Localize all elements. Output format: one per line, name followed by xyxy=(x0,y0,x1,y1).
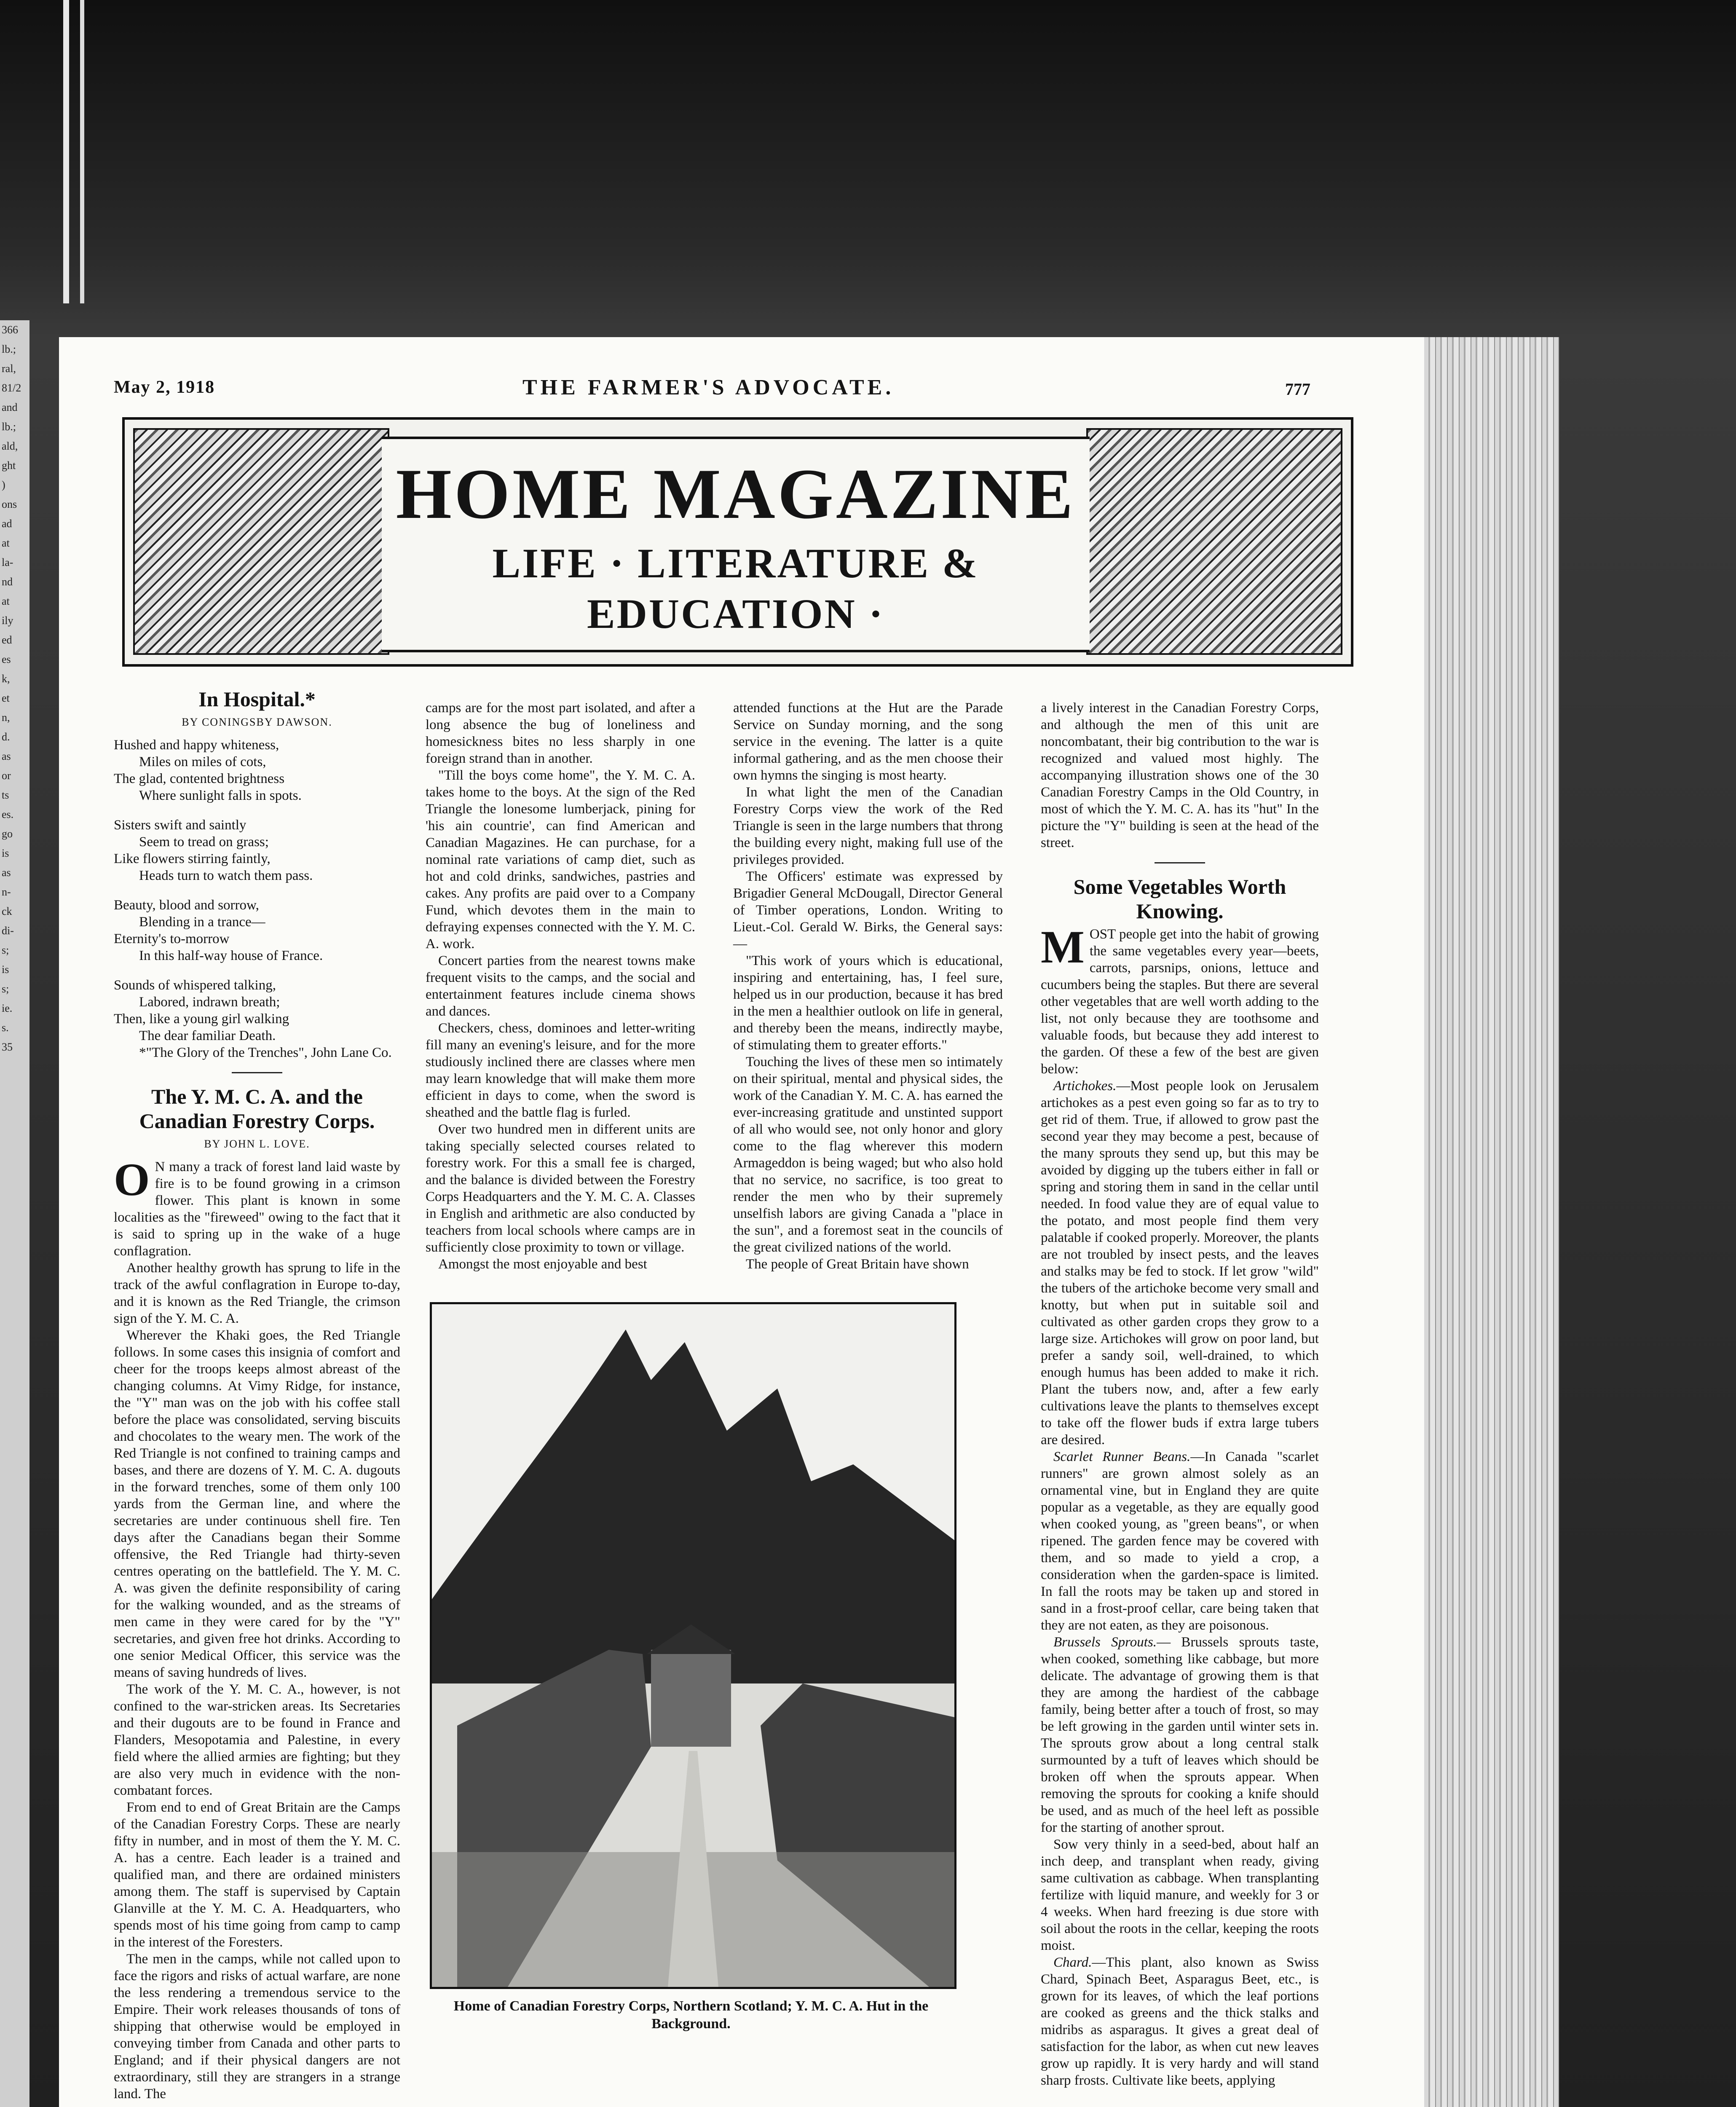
poem-line: In this half-way house of France. xyxy=(139,948,323,963)
poem-line: Sisters swift and saintly xyxy=(114,818,246,833)
banner-title: HOME MAGAZINE xyxy=(396,454,1076,533)
margin-fragment: at xyxy=(2,595,10,607)
article-paragraph: "Till the boys come home", the Y. M. C. A. takes home to the boys. At the sign of the Red Triangle the lonesome lumberjack, pining for 'his ain countrie', can find American and Canadian Magazines. He can purchase, for a nominal rate variations of camp diet, such as hot and cold drinks, sandwiches, pastries and cakes. Any profits are paid over to a Company Fund, which devotes them in the main to defraying expenses connected with the Y. M. C. A. work. xyxy=(426,768,695,952)
margin-fragment: or xyxy=(2,769,11,782)
margin-fragment: and xyxy=(2,401,18,413)
poem-byline: BY CONINGSBY DAWSON. xyxy=(182,716,332,728)
section-divider xyxy=(1155,862,1205,863)
banner-fireplace-illustration xyxy=(1086,428,1342,655)
article-paragraph: Sow very thinly in a seed-bed, about half an inch deep, and transplant when ready, giving same cultivation as cabbage. When transplanting fertilize with liquid manure, and weekly for 3 or 4 weeks. When hard freezing is due store with soil about the roots in the cellar, keeping the roots moist. xyxy=(1041,1837,1319,1953)
banner-subtitle-1: LIFE · LITERATURE & xyxy=(492,540,979,587)
poem-line: Hushed and happy whiteness, xyxy=(114,737,279,753)
banner-scroll xyxy=(382,437,1090,652)
poem-line: Beauty, blood and sorrow, xyxy=(114,898,259,913)
margin-fragment: ald, xyxy=(2,440,18,452)
poem-stanza xyxy=(114,817,400,884)
margin-fragment: es xyxy=(2,653,11,665)
paragraph-text: —Most people look on Jerusalem artichokes as a pest even going so far as to try to get rid of them. True, if allowed to grow past the second year they may become a pest, because of the many sprouts they send up, but this may be avoided by digging up the tubers either in fall or spring and storing them in sand in the cellar until needed. In food value they are of equal value to the potato, and most people find them very palatable if cooked properly. Moreover, the plants are not troubled by insect pests, and the leaves and stalks may be fed to stock. If let grow "wild" the tubers of the artichoke become very small and knotty, but when put in suitable soil and cultivated as other garden crops they grow to a large size. Artichokes will grow on poor land, but prefer a sandy soil, well-drained, to which enough humus has been added to make it rich. Plant the tubers now, and, after a few early cultivations leave the plants to themselves except to take off the flower buds if extra large tubers are desired. xyxy=(1041,1078,1319,1448)
margin-fragment: ) xyxy=(2,479,5,491)
binder-rod-2 xyxy=(80,0,84,303)
article-paragraph xyxy=(1041,1634,1319,1836)
previous-page-edge xyxy=(0,320,29,2107)
section-divider xyxy=(232,1072,282,1073)
margin-fragment: is xyxy=(2,963,9,976)
paragraph-text: OST people get into the habit of growing the same vegetables every year—beets, carrots, parsnips, onions, lettuce and cucumbers being the staples. But there are several other vegetables that are well worth adding to the list, not only because they are toothsome and valuable foods, but because they add interest to the garden. Of these a few of the best are given below: xyxy=(1041,927,1319,1077)
margin-fragment: es. xyxy=(2,808,14,820)
article-paragraph: Wherever the Khaki goes, the Red Triangle follows. In some cases this insignia of comfort and cheer for the troops keeps almost abreast of the changing columns. At Vimy Ridge, for instance, the "Y" man was on the job with his coffee stall before the place was consolidated, serving biscuits and chocolates to the weary men. The work of the Red Triangle is not confined to training camps and bases, and there are dozens of Y. M. C. A. dugouts in the forward trenches, some of them only 100 yards from the German line, and where the secretaries are under continuous shell fire. Ten days after the Canadians began their Somme offensive, the Red Triangle had thirty-seven centres operating on the battlefield. The Y. M. C. A. was given the definite responsibility of caring for the walking wounded, and as the streams of men came in they were cared for by the "Y" secretaries, and given free hot drinks. According to one senior Medical Officer, this service was the means of saving hundreds of lives. xyxy=(114,1328,400,1680)
margin-fragment: ght xyxy=(2,459,16,472)
camp-photo-image xyxy=(432,1304,954,1987)
drop-cap: O xyxy=(114,1154,150,1205)
article-paragraph xyxy=(1041,1954,1319,2089)
subhead-chard: Chard. xyxy=(1053,1955,1092,1970)
margin-fragment: as xyxy=(2,866,11,879)
article-title: Some Vegetables Worth Knowing. xyxy=(1073,875,1286,923)
article-paragraph: The men in the camps, while not called upon to face the rigors and risks of actual warfare, are none the less rendering a tremendous service to the Empire. Their work releases thousands of tons of shipping that otherwise would be employed in conveying timber from Canada and other parts to England; and if their physical dangers are not extraordinary, still they are strangers in a strange land. The xyxy=(114,1952,400,2102)
margin-fragment: d. xyxy=(2,731,10,743)
article-paragraph: attended functions at the Hut are the Parade Service on Sunday morning, and the song service in the evening. The latter is a quite informal gathering, and as the men choose their own hymns the singing is most hearty. xyxy=(733,700,1003,783)
margin-fragment: ed xyxy=(2,634,12,646)
paragraph-text: —This plant, also known as Swiss Chard, Spinach Beet, Asparagus Beet, etc., is grown for its leaves, of which the leaf portions are cooked as greens and the thick stalks and midribs as asparagus. It gives a great deal of satisfaction for the labor, as when cut new leaves grow up rapidly. It is very hardy and will stand sharp frosts. Cultivate like beets, applying xyxy=(1041,1955,1319,2088)
margin-fragment: 35 xyxy=(2,1041,13,1053)
margin-fragment: ral, xyxy=(2,362,16,375)
home-magazine-banner xyxy=(122,417,1353,667)
margin-fragment: nd xyxy=(2,576,13,588)
page-number: 777 xyxy=(1285,380,1310,399)
article-paragraph: Over two hundred men in different units are taking specially selected courses related to forestry work. For this a small fee is charged, and the balance is divided between the Forestry Corps Headquarters and the Y. M. C. A. Classes in English and arithmetic are also conducted by teachers from local schools where camps are in sufficiently close proximity to town or village. xyxy=(426,1122,695,1255)
margin-fragment: at xyxy=(2,537,10,549)
forestry-camp-photo xyxy=(430,1302,956,1989)
margin-fragment: lb.; xyxy=(2,343,16,355)
margin-fragment: ie. xyxy=(2,1002,13,1014)
margin-fragment: ts xyxy=(2,789,9,801)
poem-stanza xyxy=(114,737,400,804)
poem-line: Labored, indrawn breath; xyxy=(139,995,280,1010)
poem-line: Then, like a young girl walking xyxy=(114,1011,289,1027)
column-2 xyxy=(426,700,695,1273)
margin-fragment: 81/2 xyxy=(2,382,21,394)
article-paragraph: Checkers, chess, dominoes and letter-writing fill many an evening's leisure, and for the more studiously inclined there are classes where men may learn knowledge that will make them more efficient in days to come, when the sword is sheathed and the battle flag is furled. xyxy=(426,1021,695,1120)
banner-house-illustration xyxy=(133,428,389,655)
article-paragraph xyxy=(1041,1078,1319,1448)
margin-fragment: ck xyxy=(2,905,12,917)
article-title: The Y. M. C. A. and the Canadian Forestry Corps. xyxy=(139,1085,375,1133)
article-paragraph: Concert parties from the nearest towns make frequent visits to the camps, and the social and entertainment features include cinema shows and dances. xyxy=(426,953,695,1019)
magazine-page xyxy=(59,337,1424,2107)
article-byline: BY JOHN L. LOVE. xyxy=(204,1138,310,1150)
article-paragraph: From end to end of Great Britain are the Camps of the Canadian Forestry Corps. These are nearly fifty in number, and in most of them the Y. M. C. A. has a centre. Each leader is a trained and qualified man, and there are ordained ministers among them. The staff is supervised by Captain Glanville at the Y. M. C. A. Headquarters, who spends most of his time going from camp to camp in the interest of the Foresters. xyxy=(114,1800,400,1950)
publication-name: THE FARMER'S ADVOCATE. xyxy=(522,375,895,399)
poem-line: Eternity's to-morrow xyxy=(114,931,230,946)
binder-rod xyxy=(63,0,69,303)
margin-fragment: 366 xyxy=(2,324,18,336)
poem-line: Like flowers stirring faintly, xyxy=(114,851,271,866)
poem-line: Seem to tread on grass; xyxy=(139,834,269,850)
margin-fragment: as xyxy=(2,750,11,762)
article-paragraph: In what light the men of the Canadian Forestry Corps view the work of the Red Triangle is seen in the large numbers that throng the building every night, making full use of the privileges provided. xyxy=(733,785,1003,867)
column-3 xyxy=(733,700,1003,1273)
article-paragraph xyxy=(1041,921,1319,1078)
subhead-brussels-sprouts: Brussels Sprouts. xyxy=(1053,1635,1157,1650)
poem-stanza xyxy=(114,977,400,1044)
drop-cap: M xyxy=(1041,921,1085,973)
margin-fragment: ons xyxy=(2,498,17,510)
poem-line: Miles on miles of cots, xyxy=(139,754,266,769)
poem-title: In Hospital.* xyxy=(198,687,316,711)
column-1 xyxy=(114,687,400,2102)
margin-fragment: n- xyxy=(2,886,11,898)
poem-stanza xyxy=(114,897,400,964)
book-page-edges xyxy=(1424,337,1559,2107)
margin-fragment: ily xyxy=(2,614,13,627)
margin-fragment: s; xyxy=(2,983,9,995)
poem-line: Where sunlight falls in spots. xyxy=(139,788,302,803)
column-4 xyxy=(1041,700,1319,2089)
paragraph-text: —In Canada "scarlet runners" are grown almost solely as an ornamental vine, but in England they are quite popular as a vegetable, as they are equally good when cooked young, as "green beans", or when ripened. The garden fence may be covered with them, and so made to yield a crop, a consideration when the garden-space is limited. In fall the roots may be taken up and stored in sand in a frost-proof cellar, care being taken that they are not eaten, as they are poisonous. xyxy=(1041,1449,1319,1633)
subhead-artichokes: Artichokes. xyxy=(1053,1078,1117,1094)
poem-body xyxy=(114,737,400,1061)
poem-footnote: *"The Glory of the Trenches", John Lane Co. xyxy=(139,1045,392,1060)
banner-subtitle-2: EDUCATION · xyxy=(587,590,885,637)
article-paragraph: camps are for the most part isolated, and after a long absence the bug of loneliness and homesickness bites no less sharply in one foreign strand than in another. xyxy=(426,700,695,766)
article-paragraph: The work of the Y. M. C. A., however, is not confined to the war-stricken areas. Its Secretaries and their dugouts are to be found in France and Flanders, Mesopotamia and Palestine, in every field where the allied armies are fighting; but they are also very much in evidence with the non-combatant forces. xyxy=(114,1682,400,1798)
margin-fragment: go xyxy=(2,828,13,840)
issue-date: May 2, 1918 xyxy=(114,378,215,397)
margin-fragment: la- xyxy=(2,556,13,568)
article-paragraph: Amongst the most enjoyable and best xyxy=(438,1257,647,1272)
margin-fragment: et xyxy=(2,692,10,704)
poem-line: Heads turn to watch them pass. xyxy=(139,868,313,883)
margin-fragment: n, xyxy=(2,711,10,724)
paragraph-text: — Brussels sprouts taste, when cooked, something like cabbage, but more delicate. The advantage of growing them is that they are among the hardiest of the cabbage family, being better after a touch of frost, so may be left growing in the garden until winter sets in. The sprouts grow about a long central stalk surmounted by a tuft of leaves which should be broken off when the sprouts appear. When removing the sprouts for cooking a knife should be used, and as much of the heel left as possible for the starting of another sprout. xyxy=(1041,1635,1319,1835)
article-paragraph: The people of Great Britain have shown xyxy=(746,1257,969,1272)
paragraph-text: N many a track of forest land laid waste by fire is to be found growing in a crimson flower. This plant is known in some localities as the "fireweed" owing to the fact that it is said to spring up in the wake of a huge conflagration. xyxy=(114,1159,400,1259)
photo-caption: Home of Canadian Forestry Corps, Northern Scotland; Y. M. C. A. Hut in the Background. xyxy=(453,1998,929,2032)
article-paragraph: "This work of yours which is educational, inspiring and entertaining, has, I feel sure, helped us in our production, because it has bred in the men a healthier outlook on life in general, and thereby been the means, indirectly maybe, of stimulating them to greater efforts." xyxy=(733,953,1003,1053)
margin-fragment: lb.; xyxy=(2,421,16,433)
subhead-scarlet-runner-beans: Scarlet Runner Beans. xyxy=(1053,1449,1191,1464)
article-paragraph: The Officers' estimate was expressed by Brigadier General McDougall, Director General of Timber operations, London. Writing to Lieut.-Col. Gerald W. Birks, the General says:— xyxy=(733,869,1003,952)
poem-line: Blending in a trance— xyxy=(139,914,265,930)
poem-line: The dear familiar Death. xyxy=(139,1028,276,1043)
margin-fragment: di- xyxy=(2,925,14,937)
article-paragraph: Another healthy growth has sprung to life in the track of the awful conflagration in Europe to-day, and it is known as the Red Triangle, the crimson sign of the Y. M. C. A. xyxy=(114,1260,400,1326)
margin-fragment: is xyxy=(2,847,9,859)
article-paragraph: a lively interest in the Canadian Forestry Corps, and although the men of this unit are noncombatant, their big contribution to the war is recognized and valued most highly. The accompanying illustration shows one of the 30 Canadian Forestry Camps in the Old Country, in most of which the Y. M. C. A. has its "hut" In the picture the "Y" building is seen at the head of the street. xyxy=(1041,700,1319,850)
margin-fragment: s. xyxy=(2,1021,9,1034)
poem-line: The glad, contented brightness xyxy=(114,771,285,786)
article-paragraph xyxy=(114,1154,400,1260)
margin-fragment: s; xyxy=(2,944,9,956)
poem-line: Sounds of whispered talking, xyxy=(114,978,276,993)
margin-fragment: ad xyxy=(2,517,12,530)
article-paragraph xyxy=(1041,1448,1319,1634)
margin-fragment: k, xyxy=(2,673,10,685)
article-paragraph: Touching the lives of these men so intimately on their spiritual, mental and physical sides, the work of the Canadian Y. M. C. A. has earned the ever-increasing gratitude and unstinted support of all who would see, not only honor and glory come to the flag wherever this modern Armageddon is being waged; but who also hold that no service, no sacrifice, is too great to render the men who by their supremely unselfish labors are giving Canada a "place in the sun", and a foremost seat in the councils of the great civilized nations of the world. xyxy=(733,1054,1003,1255)
